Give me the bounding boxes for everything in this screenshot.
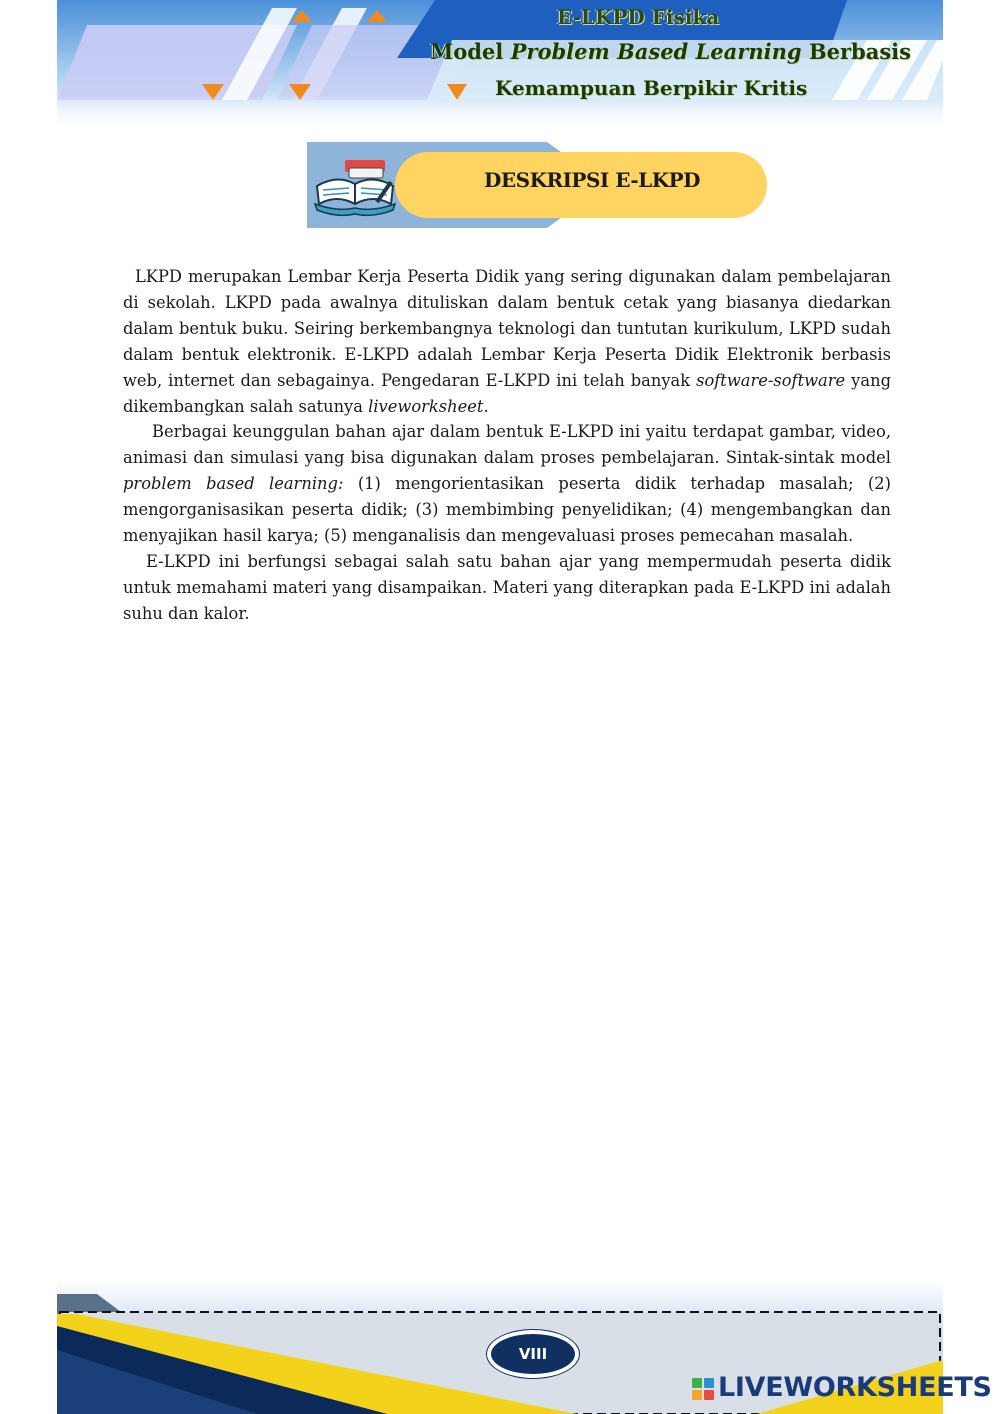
p1-italic-liveworksheet: liveworksheet	[368, 396, 484, 416]
header-line2-prefix: Model	[430, 39, 511, 64]
liveworksheets-brand[interactable]: LIVEWORKSHEETS	[718, 1372, 992, 1403]
description-body	[123, 264, 891, 627]
page-number-badge: VIII	[487, 1330, 579, 1378]
header-line2-suffix: Berbasis	[801, 39, 911, 64]
p1-text-b: yang dikembangkan salah satunya	[123, 370, 891, 416]
liveworksheets-logo-icon	[692, 1378, 714, 1400]
p1-text-c: .	[483, 396, 489, 416]
p1-text-a: LKPD merupakan Lembar Kerja Peserta Didik yang sering digunakan dalam pembelajaran di sekolah. LKPD pada awalnya dituliskan dalam bentuk cetak yang biasanya diedarkan dalam bentuk buku. Seiring berkembangnya teknologi dan tuntutan kurikulum, LKPD sudah dalam bentuk elektronik. E-LKPD adalah Lembar Kerja Peserta Didik Elektronik berbasis web, internet dan sebagainya. Pengedaran E-LKPD ini telah banyak	[123, 267, 891, 390]
paragraph-2	[123, 419, 891, 549]
paragraph-3: E-LKPD ini berfungsi sebagai salah satu bahan ajar yang mempermudah peserta didik untuk memahami materi yang disampaikan. Materi yang diterapkan pada E-LKPD ini adalah suhu dan kalor.	[123, 551, 891, 623]
p2-text-b: (1) mengorientasikan peserta didik terhadap masalah; (2) mengorganisasikan peserta didik; (3) membimbing penyelidikan; (4) mengembangkan dan menyajikan hasil karya; (5) menganalisis dan mengevaluasi proses pemecahan masalah.	[123, 474, 891, 546]
header-title-line1: E-LKPD Fisika	[557, 5, 720, 29]
header-title-line3: Kemampuan Berpikir Kritis	[495, 76, 808, 100]
header-line2-italic: Problem Based Learning	[510, 39, 802, 64]
header-title-line2	[430, 39, 911, 64]
p2-text-a: Berbagai keunggulan bahan ajar dalam bentuk E-LKPD ini yaitu terdapat gambar, video, animasi dan simulasi yang bisa digunakan dalam proses pembelajaran. Sintak-sintak model	[123, 422, 891, 468]
page-header	[57, 0, 943, 130]
page	[57, 0, 943, 1414]
p1-italic-software: software-software	[696, 370, 846, 390]
paragraph-1	[123, 264, 891, 419]
p2-italic-pbl: problem based learning:	[123, 474, 344, 494]
header-decoration	[57, 0, 943, 130]
section-title: DESKRIPSI E-LKPD	[484, 168, 700, 192]
